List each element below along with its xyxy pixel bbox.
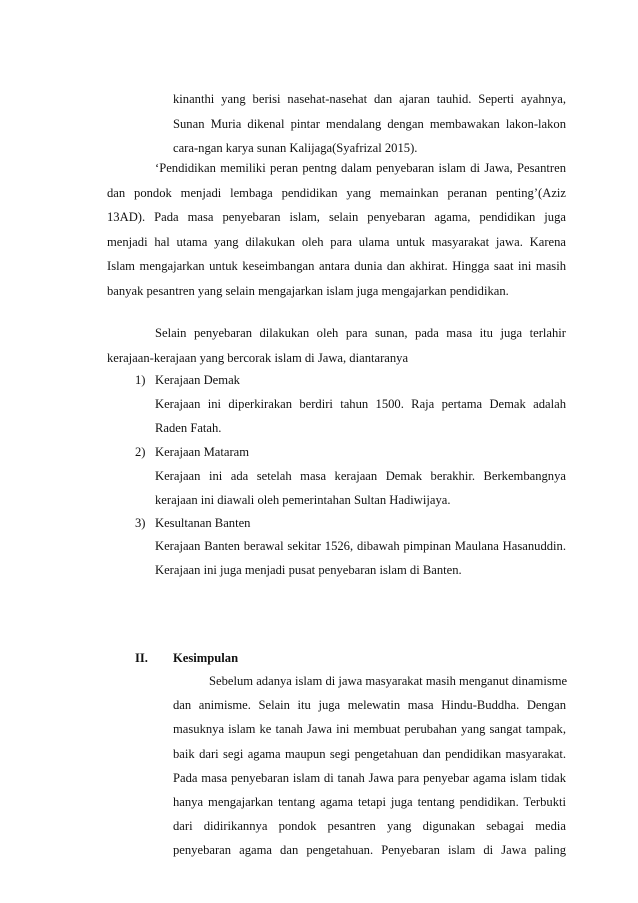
list-item-title: Kesultanan Banten	[155, 516, 251, 530]
conclusion-line: Pada masa penyebaran islam di tanah Jawa para penyebar agama islam tidak	[173, 771, 566, 785]
paragraph-line: kerajaan-kerajaan yang bercorak islam di Jawa, diantaranya	[107, 351, 409, 365]
list-number: 3)	[135, 516, 146, 530]
conclusion-line: Sebelum adanya islam di jawa masyarakat masih menganut dinamisme	[209, 674, 568, 688]
paragraph-line: Selain penyebaran dilakukan oleh para sunan, pada masa itu juga terlahir	[155, 326, 566, 340]
conclusion-line: baik dari segi agama maupun segi pengetahuan dan pendidikan masyarakat.	[173, 747, 566, 761]
list-item-line: Kerajaan ini diperkirakan berdiri tahun 1500. Raja pertama Demak adalah	[155, 397, 566, 411]
conclusion-line: penyebaran agama dan pengetahuan. Penyebaran islam di Jawa paling	[173, 843, 566, 857]
list-item-title: Kerajaan Mataram	[155, 445, 250, 459]
conclusion-line: masuknya islam ke tanah Jawa ini membuat perubahan yang sangat tampak,	[173, 722, 566, 736]
list-number: 2)	[135, 445, 146, 459]
paragraph-line: banyak pesantren yang selain mengajarkan islam juga mengajarkan pendidikan.	[107, 284, 509, 298]
paragraph-line: menjadi hal utama yang dilakukan oleh para ulama untuk masyarakat jawa. Karena	[107, 235, 566, 249]
conclusion-line: hanya mengajarkan tentang agama tetapi juga tentang pendidikan. Terbukti	[173, 795, 566, 809]
paragraph-line: 13AD). Pada masa penyebaran islam, selain penyebaran agama, pendidikan juga	[107, 210, 566, 224]
list-item-line: Kerajaan Banten berawal sekitar 1526, dibawah pimpinan Maulana Hasanuddin.	[155, 539, 566, 553]
quote-line: Sunan Muria dikenal pintar mendalang dengan membawakan lakon-lakon	[173, 117, 566, 131]
list-item-line: Kerajaan ini ada setelah masa kerajaan Demak berakhir. Berkembangnya	[155, 469, 566, 483]
section-numeral: II.	[135, 651, 148, 665]
paragraph-line: Islam mengajarkan untuk keseimbangan antara dunia dan akhirat. Hingga saat ini masih	[107, 259, 566, 273]
paragraph-line: ‘Pendidikan memiliki peran pentng dalam penyebaran islam di Jawa, Pesantren	[155, 161, 566, 175]
section-heading: Kesimpulan	[173, 651, 239, 665]
list-item-title: Kerajaan Demak	[155, 373, 240, 387]
quote-line: cara-ngan karya sunan Kalijaga(Syafrizal 2015).	[173, 141, 418, 155]
quote-line: kinanthi yang berisi nasehat-nasehat dan ajaran tauhid. Seperti ayahnya,	[173, 92, 566, 106]
list-number: 1)	[135, 373, 146, 387]
list-item-line: kerajaan ini diawali oleh pemerintahan Sultan Hadiwijaya.	[155, 493, 451, 507]
conclusion-line: dan animisme. Selain itu juga melewatin masa Hindu-Buddha. Dengan	[173, 698, 566, 712]
list-item-line: Raden Fatah.	[155, 421, 222, 435]
conclusion-line: dari didirikannya pondok pesantren yang digunakan sebagai media	[173, 819, 566, 833]
paragraph-line: dan pondok menjadi lembaga pendidikan yang memainkan peranan penting’(Aziz	[107, 186, 566, 200]
list-item-line: Kerajaan ini juga menjadi pusat penyebaran islam di Banten.	[155, 563, 462, 577]
